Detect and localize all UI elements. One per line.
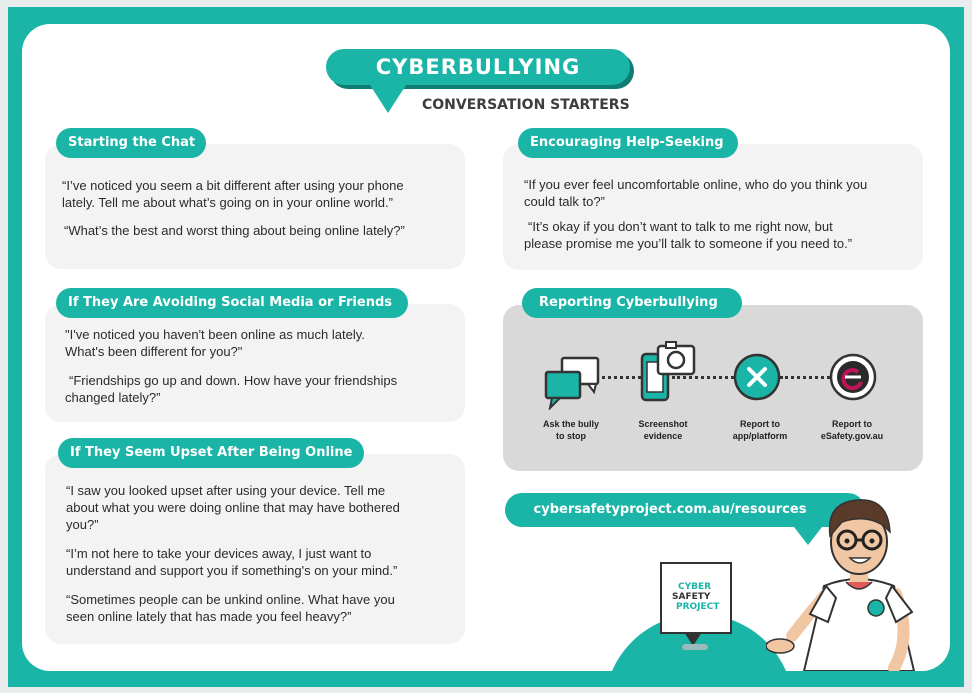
upset-question-1: “I saw you looked upset after using your device. Tell me about what you were doing online that may have bothered you?” (66, 483, 400, 532)
chat-bubbles-icon (542, 354, 602, 410)
help-seeking-heading: Encouraging Help-Seeking (518, 128, 738, 158)
cyber-safety-project-logo: CYBER SAFETY PROJECT (660, 562, 732, 634)
x-circle-icon (732, 352, 782, 402)
step-label-report-app: Report to app/platform (732, 419, 788, 441)
upset-heading: If They Seem Upset After Being Online (58, 438, 364, 468)
title-pointer (370, 85, 406, 113)
starting-chat-question-2: “What’s the best and worst thing about being online lately?” (64, 223, 405, 238)
step-label-screenshot: Screenshot evidence (638, 419, 688, 441)
starting-chat-heading: Starting the Chat (56, 128, 206, 158)
camera-phone-icon (638, 340, 698, 404)
help-seeking-question-2: “It’s okay if you don’t want to talk to me right now, but please promise me you’ll talk to someone if you need to.” (524, 219, 853, 251)
avoiding-question-1: "I've noticed you haven't been online as much lately. What's been different for you?" (65, 327, 365, 359)
avoiding-heading: If They Are Avoiding Social Media or Friends (56, 288, 408, 318)
help-seeking-question-1: “If you ever feel uncomfortable online, who do you think you could talk to?” (524, 177, 868, 209)
page-title: CYBERBULLYING (326, 49, 630, 85)
sign-base (682, 644, 708, 650)
infographic-card (22, 24, 950, 671)
page-subtitle: CONVERSATION STARTERS (422, 97, 630, 113)
avoiding-question-2: “Friendships go up and down. How have your friendships changed lately?” (65, 373, 398, 405)
step-label-ask: Ask the bully to stop (542, 419, 599, 441)
connector-3 (780, 376, 830, 379)
step-label-report-esafety: Report to eSafety.gov.au (820, 419, 884, 441)
starting-chat-question-1: “I’ve noticed you seem a bit different after using your phone lately. Tell me about what’s going on in your online world.” (62, 178, 404, 210)
reporting-heading: Reporting Cyberbullying (522, 288, 742, 318)
presenter-character-illustration (766, 486, 950, 671)
upset-question-3: “Sometimes people can be unkind online. What have you seen online lately that has made you feel heavy?” (66, 592, 395, 624)
esafety-logo-icon (828, 352, 878, 402)
resources-link[interactable]: cybersafetyproject.com.au/resources (505, 493, 865, 527)
upset-question-2: “I’m not here to take your devices away, I just want to understand and support you if something's on your mind.” (66, 546, 398, 578)
connector-1 (596, 376, 641, 379)
